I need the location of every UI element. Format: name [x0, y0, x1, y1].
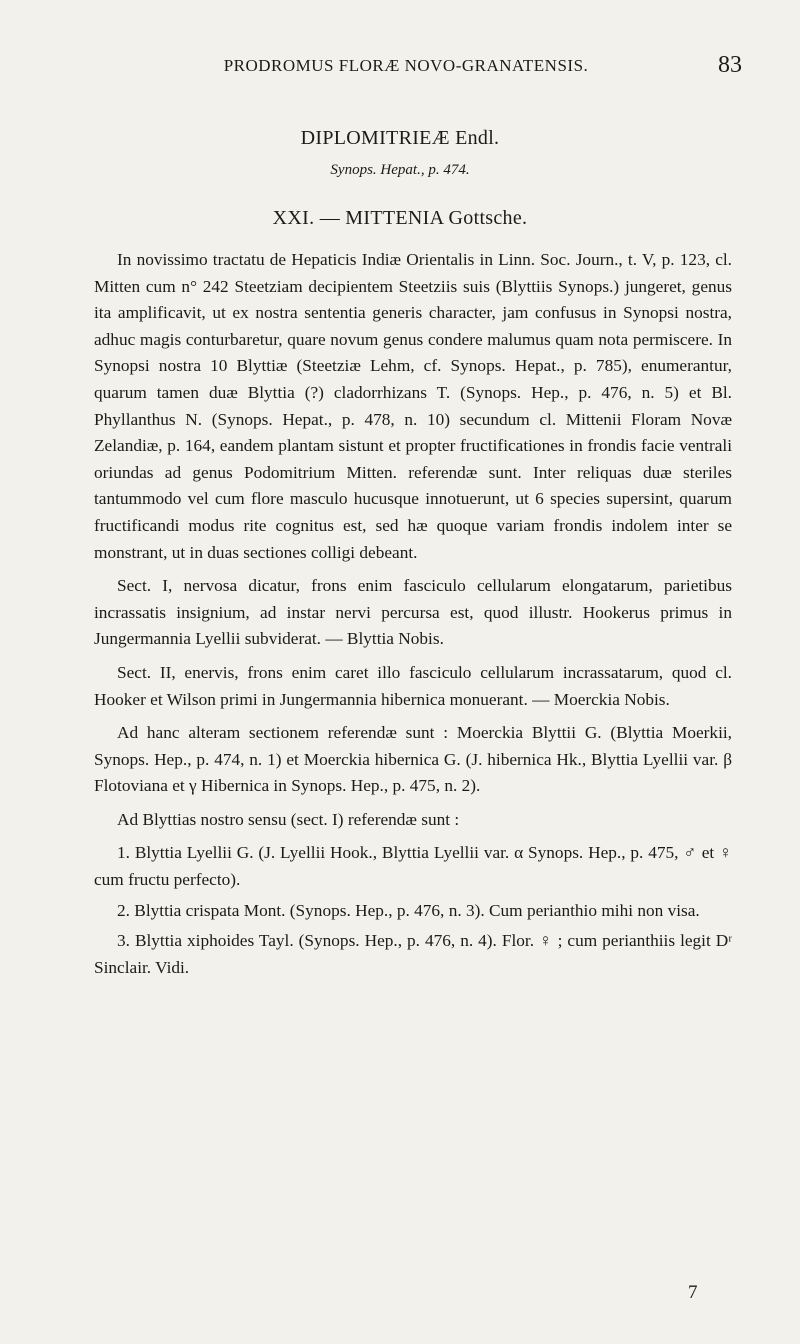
species-number: 2. [117, 900, 130, 920]
running-title: PRODROMUS FLORÆ NOVO-GRANATENSIS. [223, 56, 589, 75]
species-text: Blyttia xiphoides Tayl. (Synops. Hep., p. 476, n. 4). Flor. ♀ ; cum perianthiis legit Dʳ Sinclair. Vidi. [94, 931, 733, 977]
species-text: Blyttia crispata Mont. (Synops. Hep., p. 476, n. 3). Cum perianthio mihi non visa. [134, 900, 700, 920]
paragraph-moerckia-species: Ad hanc alteram sectionem referendæ sunt : Moerckia Blyttii G. (Blyttia Moerkii, Synops. Hep., p. 474, n. 1) et Moerckia hibernica G. (J. hibernica Hk., Blyttia Lyellii var. β Flotoviana et γ Hibernica in Synops. Hep., p. 475, n. 2). [94, 723, 732, 796]
paragraph-blyttia-intro: Ad Blyttias nostro sensu (sect. I) referendæ sunt : [117, 809, 460, 829]
genus-heading: XXI. — MITTENIA Gottsche. [272, 207, 528, 229]
paragraph-section-two: Sect. II, enervis, frons enim caret illo fasciculo cellularum incrassatarum, quod cl. Hooker et Wilson primi in Jungermannia hibernica monuerant. — Moerckia Nobis. [94, 662, 732, 709]
species-text: Blyttia Lyellii G. (J. Lyellii Hook., Blyttia Lyellii var. α Synops. Hep., p. 475, ♂ et ♀ cum fructu perfecto). [94, 843, 732, 890]
tribe-heading: DIPLOMITRIEÆ Endl. [300, 127, 500, 149]
page-number: 83 [718, 52, 742, 78]
signature-mark: 7 [688, 1282, 698, 1303]
paragraph-section-one: Sect. I, nervosa dicatur, frons enim fasciculo cellularum elongatarum, parietibus incrassatis insignium, ad instar nervi percursa est, quod illustr. Hookerus primus in Jungermannia Lyellii subviderat. — Blyttia Nobis. [94, 576, 732, 649]
species-number: 3. [117, 931, 130, 951]
running-header [70, 52, 742, 82]
paragraph-intro: In novissimo tractatu de Hepaticis Indiæ Orientalis in Linn. Soc. Journ., t. V, p. 123, cl. Mitten cum n° 242 Steetziam decipientem Steetziis suis (Blyttiis Synops.) jungeret, genus ita amplificavit, ut ex nostra sententia generis character, jam confusus in Synopsi nostra, adhuc magis conturbaretur, quare novum genus condere malumus quam nota permiscere. In Synopsi nostra 10 Blyttiæ (Steetziæ Lehm, cf. Synops. Hepat., p. 785), enumerantur, quarum tamen duæ Blyttia (?) cladorrhizans T. (Synops. Hep., p. 476, n. 5) et Bl. Phyllanthus N. (Synops. Hepat., p. 478, n. 10) secundum cl. Mittenii Floram Novæ Zelandiæ, p. 164, eandem plantam sistunt et propter fructificationes in frondis facie ventrali oriundas ad genus Podomitrium Mitten. referendæ sunt. Inter reliquas duæ steriles tantummodo vel cum flore masculo hucusque innotuerunt, ut 6 species supersint, quarum fructificandi modus rite cognitus est, sed hæ quoque variam frondis indolem inter se monstrant, ut in duas sectiones colligi debeant. [94, 250, 732, 562]
tribe-reference: Synops. Hepat., p. 474. [330, 162, 470, 178]
species-item [94, 840, 732, 893]
species-item [94, 928, 732, 981]
body-text [94, 247, 732, 985]
species-number: 1. [117, 843, 130, 863]
species-item [94, 898, 732, 925]
